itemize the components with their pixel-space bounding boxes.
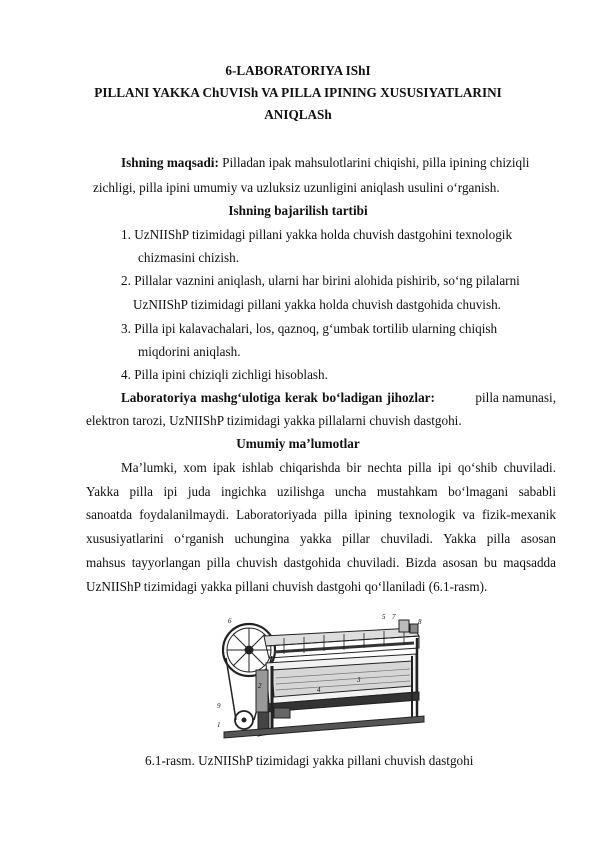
lab-number: 6-LABORATORIYA IShI	[225, 63, 371, 78]
step-3-line1: 3. Pilla ipi kalavachalari, los, qaznoq, g‘umbak tortilib ularning chiqish	[121, 321, 498, 336]
callout-3: 3	[357, 676, 361, 684]
step-1-line1: 1. UzNIIShP tizimidagi pillani yakka holda chuvish dastgohini texnologik	[121, 227, 513, 242]
figure-caption: 6.1-rasm. UzNIIShP tizimidagi yakka pillani chuvish dastgohi	[145, 753, 474, 768]
step-2-line1: 2. Pillalar vaznini aniqlash, ularni har birini alohida pishirib, so‘ng pilalarni	[121, 273, 520, 288]
general-heading: Umumiy ma’lumotlar	[236, 436, 360, 451]
general-line-4: xususiyatlarini o‘rganish uchungina yakka pillar chuviladi. Yakka pilla asosan	[86, 531, 556, 546]
equipment-line2: elektron tarozi, UzNIIShP tizimidagi yakka pillalarni chuvish dastgohi.	[86, 413, 462, 428]
machine-figure	[214, 608, 426, 742]
purpose-line1	[121, 154, 529, 171]
step-2-line2: UzNIIShP tizimidagi pillani yakka holda chuvish dastgohida chuvish.	[133, 297, 501, 312]
general-line-6: UzNIIShP tizimidagi yakka pillani chuvish dastgohi qo‘llaniladi (6.1-rasm).	[86, 579, 488, 594]
page-title-line1: PILLANI YAKKA ChUVISh VA PILLA IPINING XUSUSIYATLARINI	[94, 85, 502, 100]
general-line-5: mahsus tayyorlangan pilla chuvish dastgohida chuviladi. Bizda asosan bu maqsadda	[86, 555, 556, 570]
equipment-label: Laboratoriya mashg‘ulotiga kerak bo‘ladigan jihozlar:	[121, 390, 435, 405]
callout-8: 8	[418, 618, 422, 626]
purpose-label: Ishning maqsadi:	[121, 155, 219, 170]
callout-9: 9	[217, 702, 221, 710]
general-line-3: sanoatda foydalanilmaydi. Laboratoriyada pilla ipining texnologik va fizik-mexanik	[86, 507, 556, 522]
step-4-line1: 4. Pilla ipini chiziqli zichligi hisoblash.	[121, 367, 328, 382]
equipment-text1: pilla namunasi,	[475, 390, 556, 405]
equipment-line1	[121, 389, 556, 406]
procedure-heading: Ishning bajarilish tartibi	[228, 203, 368, 218]
callout-2: 2	[258, 682, 262, 690]
callout-5: 5	[382, 613, 386, 621]
general-line-1: Ma’lumki, xom ipak ishlab chiqarishda bir nechta pilla ipi qo‘shib chuviladi.	[121, 460, 556, 475]
page-title-line2: ANIQLASh	[264, 107, 332, 122]
callout-1: 1	[217, 721, 221, 729]
purpose-line2: zichligi, pilla ipini umumiy va uzluksiz uzunligini aniqlash usulini o‘rganish.	[93, 180, 500, 195]
step-1-line2: chizmasini chizish.	[138, 250, 240, 265]
step-3-line2: miqdorini aniqlash.	[138, 344, 241, 359]
general-line-2: Yakka pilla ipi juda ingichka uzilishga uncha mustahkam bo‘lmagani sababli	[86, 484, 556, 499]
callout-6: 6	[228, 617, 232, 625]
callout-4: 4	[317, 686, 321, 694]
callout-7a: 7	[392, 613, 396, 621]
purpose-text1: Pilladan ipak mahsulotlarini chiqishi, pilla ipining chiziqli	[218, 155, 530, 170]
